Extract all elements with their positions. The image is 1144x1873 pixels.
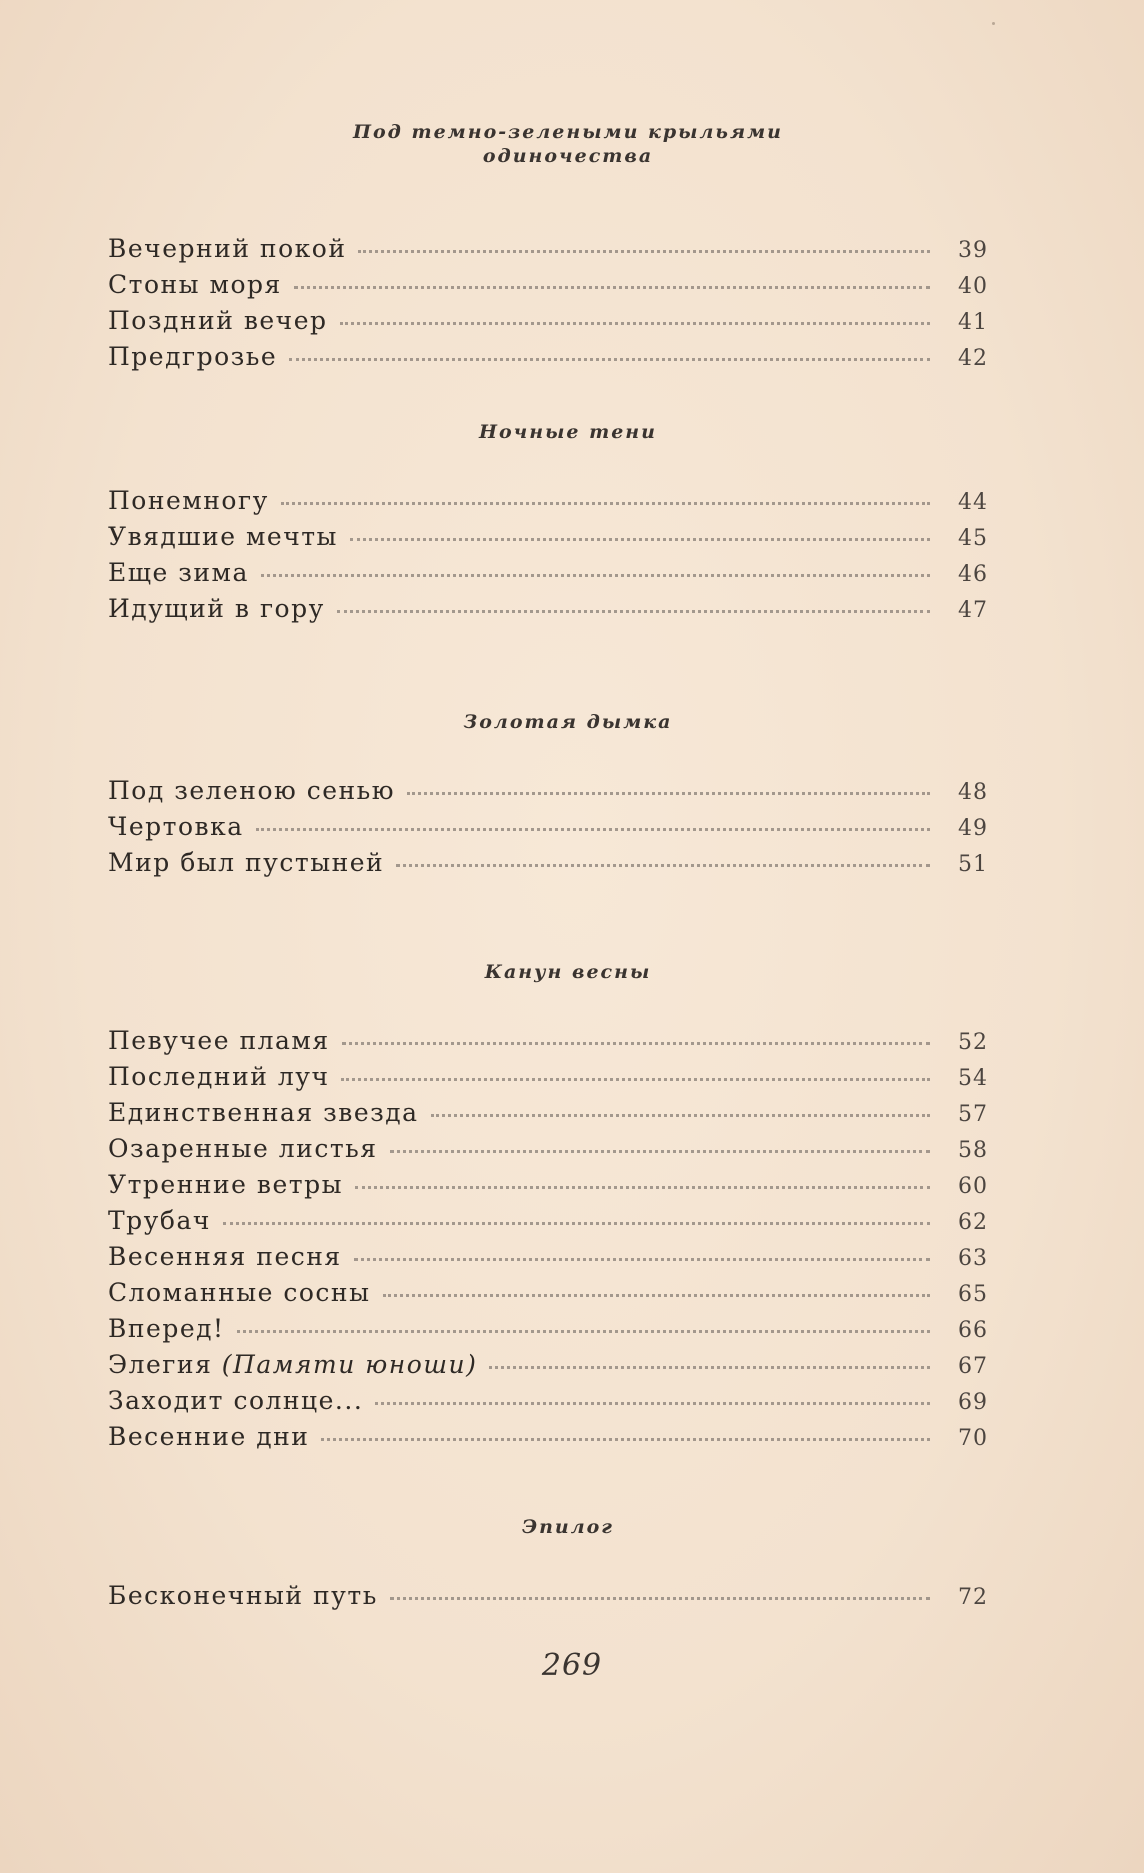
entry-page-number: 52 bbox=[958, 1030, 988, 1055]
toc-entry bbox=[108, 1422, 988, 1458]
entry-title: Стоны моря bbox=[108, 270, 282, 299]
dot-leader bbox=[321, 1428, 930, 1441]
entry-page-number: 62 bbox=[958, 1210, 988, 1235]
entry-title: Идущий в гору bbox=[108, 594, 325, 623]
dot-leader bbox=[383, 1284, 931, 1297]
toc-entry bbox=[108, 522, 988, 558]
section-title bbox=[108, 710, 988, 734]
entry-title: Единственная звезда bbox=[108, 1098, 419, 1127]
section-title bbox=[108, 1515, 988, 1539]
toc-entry bbox=[108, 1242, 988, 1278]
entry-title: Понемногу bbox=[108, 486, 269, 515]
dot-leader bbox=[355, 1176, 930, 1189]
entry-title: Поздний вечер bbox=[108, 306, 328, 335]
dot-leader bbox=[375, 1392, 930, 1405]
entry-title: Мир был пустыней bbox=[108, 848, 385, 877]
dot-leader bbox=[350, 528, 930, 541]
dot-leader bbox=[342, 1032, 930, 1045]
dot-leader bbox=[354, 1248, 930, 1261]
toc-entry bbox=[108, 1134, 988, 1170]
toc-entry bbox=[108, 1170, 988, 1206]
toc-entry bbox=[108, 1314, 988, 1350]
entry-title: Утренние ветры bbox=[108, 1170, 344, 1199]
section-title bbox=[108, 420, 988, 444]
toc-entry bbox=[108, 848, 988, 884]
entry-page-number: 48 bbox=[958, 780, 988, 805]
dot-leader bbox=[337, 600, 930, 613]
entry-page-number: 41 bbox=[958, 310, 988, 335]
entry-page-number: 45 bbox=[958, 526, 988, 551]
dot-leader bbox=[340, 312, 930, 325]
section-title bbox=[108, 960, 988, 984]
toc-entry bbox=[108, 558, 988, 594]
dot-leader bbox=[281, 492, 930, 505]
entry-title: Еще зима bbox=[108, 558, 249, 587]
entry-page-number: 57 bbox=[958, 1102, 988, 1127]
entry-page-number: 39 bbox=[958, 238, 988, 263]
entry-page-number: 65 bbox=[958, 1282, 988, 1307]
toc-entry bbox=[108, 342, 988, 378]
section-title bbox=[108, 120, 988, 168]
entry-subtitle: (Памяти юноши) bbox=[221, 1350, 478, 1379]
page-folio-number: 269 bbox=[541, 1648, 603, 1683]
dot-leader bbox=[261, 564, 930, 577]
section-title-line: Эпилог bbox=[521, 1516, 614, 1538]
entry-page-number: 51 bbox=[958, 852, 988, 877]
toc-entry bbox=[108, 1581, 988, 1617]
dot-leader bbox=[489, 1356, 930, 1369]
dot-leader bbox=[341, 1068, 930, 1081]
entry-title: Заходит солнце... bbox=[108, 1386, 364, 1415]
dot-leader bbox=[294, 276, 930, 289]
entry-page-number: 49 bbox=[958, 816, 988, 841]
section-title-line: Под темно-зелеными крыльями bbox=[353, 121, 783, 143]
entry-page-number: 67 bbox=[958, 1354, 988, 1379]
entry-title: Чертовка bbox=[108, 812, 244, 841]
entry-page-number: 44 bbox=[958, 490, 988, 515]
toc-entry bbox=[108, 486, 988, 522]
entry-title: Под зеленою сенью bbox=[108, 776, 396, 805]
toc-entry bbox=[108, 594, 988, 630]
toc-entry bbox=[108, 812, 988, 848]
toc-section bbox=[108, 1515, 988, 1617]
toc-entry bbox=[108, 306, 988, 342]
entry-page-number: 66 bbox=[958, 1318, 988, 1343]
toc-entry bbox=[108, 1026, 988, 1062]
toc-section bbox=[108, 960, 988, 1458]
entry-page-number: 70 bbox=[958, 1426, 988, 1451]
toc-section bbox=[108, 710, 988, 884]
entry-title bbox=[108, 1350, 489, 1379]
entry-title: Трубач bbox=[108, 1206, 211, 1235]
entry-page-number: 42 bbox=[958, 346, 988, 371]
section-title-line: одиночества bbox=[482, 145, 654, 167]
toc-entry bbox=[108, 234, 988, 270]
entry-page-number: 69 bbox=[958, 1390, 988, 1415]
toc-entry bbox=[108, 776, 988, 812]
entry-title: Вперед! bbox=[108, 1314, 225, 1343]
toc-entry bbox=[108, 1062, 988, 1098]
section-title-line: Золотая дымка bbox=[463, 711, 673, 733]
toc-entry bbox=[108, 1386, 988, 1422]
entry-title-main: Элегия bbox=[108, 1350, 213, 1379]
dot-leader bbox=[390, 1587, 930, 1600]
entry-page-number: 58 bbox=[958, 1138, 988, 1163]
dot-leader bbox=[358, 240, 930, 253]
entry-title: Бесконечный путь bbox=[108, 1581, 378, 1610]
toc-section bbox=[108, 420, 988, 630]
entry-title: Весенняя песня bbox=[108, 1242, 342, 1271]
entry-title: Озаренные листья bbox=[108, 1134, 378, 1163]
dot-leader bbox=[223, 1212, 930, 1225]
entry-page-number: 40 bbox=[958, 274, 988, 299]
section-title-line: Ночные тени bbox=[479, 421, 657, 443]
entry-page-number: 46 bbox=[958, 562, 988, 587]
section-title-line: Канун весны bbox=[484, 961, 652, 983]
entry-title: Весенние дни bbox=[108, 1422, 310, 1451]
dot-leader bbox=[237, 1320, 930, 1333]
entry-title: Предгрозье bbox=[108, 342, 278, 371]
entry-page-number: 63 bbox=[958, 1246, 988, 1271]
entry-title: Сломанные сосны bbox=[108, 1278, 371, 1307]
toc-entry bbox=[108, 1350, 988, 1386]
toc-section bbox=[108, 120, 988, 378]
entry-page-number: 54 bbox=[958, 1066, 988, 1091]
toc-entry bbox=[108, 1278, 988, 1314]
dot-leader bbox=[289, 348, 930, 361]
paper-speck bbox=[992, 22, 995, 25]
entry-title: Вечерний покой bbox=[108, 234, 347, 263]
toc-entry bbox=[108, 270, 988, 306]
dot-leader bbox=[390, 1140, 930, 1153]
entry-page-number: 60 bbox=[958, 1174, 988, 1199]
entry-page-number: 47 bbox=[958, 598, 988, 623]
toc-entry bbox=[108, 1098, 988, 1134]
entry-title: Последний луч bbox=[108, 1062, 330, 1091]
dot-leader bbox=[407, 782, 930, 795]
dot-leader bbox=[256, 818, 930, 831]
dot-leader bbox=[431, 1104, 930, 1117]
entry-title: Увядшие мечты bbox=[108, 522, 338, 551]
entry-page-number: 72 bbox=[958, 1585, 988, 1610]
entry-title: Певучее пламя bbox=[108, 1026, 330, 1055]
toc-entry bbox=[108, 1206, 988, 1242]
dot-leader bbox=[396, 854, 930, 867]
